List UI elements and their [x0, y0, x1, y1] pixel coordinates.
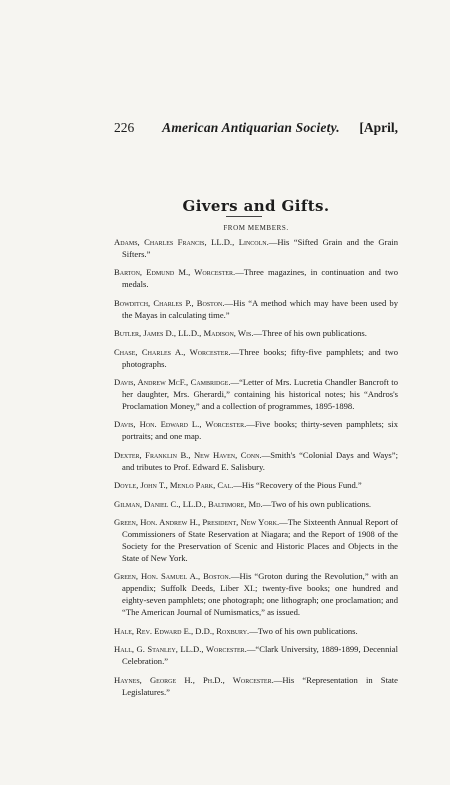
entry-name: Chase, Charles A., Worcester.: [114, 346, 231, 357]
entry-text: —His “Representation in State Legislatures.”: [122, 674, 398, 697]
entry: [114, 644, 398, 668]
entry-text: —The Sixteenth Annual Report of Commissioners of State Reservation at Niagara; and the Report of 1908 of the Society for the Preservation of Scenic and Historic Places and Objects in the State of New York.: [122, 517, 399, 563]
entry-text: —His “Recovery of the Pious Fund.”: [233, 480, 362, 491]
entry: [114, 571, 398, 619]
entry: [114, 298, 398, 322]
entry-name: Hale, Rev. Edward E., D.D., Roxbury.: [114, 625, 250, 636]
entry-name: Gilman, Daniel C., LL.D., Baltimore, Md.: [114, 498, 263, 509]
entry-text: —Three of his own publications.: [253, 328, 367, 339]
entry-name: Adams, Charles Francis, LL.D., Lincoln.: [114, 237, 269, 247]
entry: [114, 450, 398, 474]
entry-name: Haynes, George H., Ph.D., Worcester.: [114, 674, 274, 685]
entry-name: Bowditch, Charles P., Boston.: [114, 297, 225, 308]
entry-text: —Smith's “Colonial Days and Ways”; and tributes to Prof. Edward E. Salisbury.: [122, 449, 398, 472]
entry: [114, 517, 398, 565]
entry-name: Green, Hon. Andrew H., President, New York.: [114, 517, 280, 528]
entry-text: —Three books; fifty-five pamphlets; and two photographs.: [122, 346, 398, 369]
entry-name: Dexter, Franklin B., New Haven, Conn.: [114, 449, 262, 460]
journal-title: American Antiquarian Society.: [162, 120, 340, 135]
entry: [114, 328, 398, 340]
entry: [114, 347, 398, 371]
entry-text: —His “A method which may have been used by the Mayas in calculating time.”: [122, 297, 398, 320]
entry-text: —His “Groton during the Revolution,” with an appendix; Suffolk Deeds, Liber XI.; twenty-five books; one hundred and eighty-seven pamphlets; one photograph; one lithograph; one proclamation; and “The American Journal of Numismatics,” as issued.: [122, 571, 398, 618]
entry-name: Davis, Andrew McF., Cambridge.: [114, 377, 231, 388]
entry-text: —Five books; thirty-seven pamphlets; six portraits; and one map.: [122, 419, 398, 442]
entry-name: Barton, Edmund M., Worcester.: [114, 267, 236, 278]
section-subheading: FROM MEMBERS.: [223, 224, 289, 232]
entry-text: —His “Sifted Grain and the Grain Sifters.”: [122, 237, 398, 259]
entry: [114, 237, 398, 261]
entry-name: Doyle, John T., Menlo Park, Cal.: [114, 480, 234, 491]
issue-date: [April,: [359, 120, 398, 135]
entries-list: [114, 237, 398, 705]
entry-text: —Two of his own publications.: [249, 625, 358, 636]
entry-name: Butler, James D., LL.D., Madison, Wis.: [114, 328, 254, 339]
entry: [114, 675, 398, 699]
entry: [114, 377, 398, 413]
entry: [114, 626, 398, 638]
entry: [114, 267, 398, 291]
section-title: Givers and Gifts.: [182, 197, 330, 215]
entry: [114, 419, 398, 443]
page-number: 226: [114, 120, 135, 135]
entry-text: —“Clark University, 1889-1899, Decennial Celebration.”: [122, 644, 398, 667]
entry-text: —“Letter of Mrs. Lucretia Chandler Bancroft to her daughter, Mrs. Gherardi,” containing his historical notes; his “Andros's Proclamation Money,” and a collection of programmes, 1895-1898.: [122, 377, 398, 411]
entry-name: Green, Hon. Samuel A., Boston.: [114, 571, 231, 582]
entry-text: —Three magazines, in continuation and two medals.: [122, 267, 399, 290]
entry-text: —Two of his own publications.: [262, 498, 372, 509]
entry: [114, 499, 398, 511]
divider-rule: [226, 216, 262, 217]
entry-name: Hall, G. Stanley, LL.D., Worcester.: [114, 644, 247, 655]
running-head: [114, 120, 398, 136]
entry-name: Davis, Hon. Edward L., Worcester.: [114, 419, 247, 430]
entry: [114, 480, 398, 492]
